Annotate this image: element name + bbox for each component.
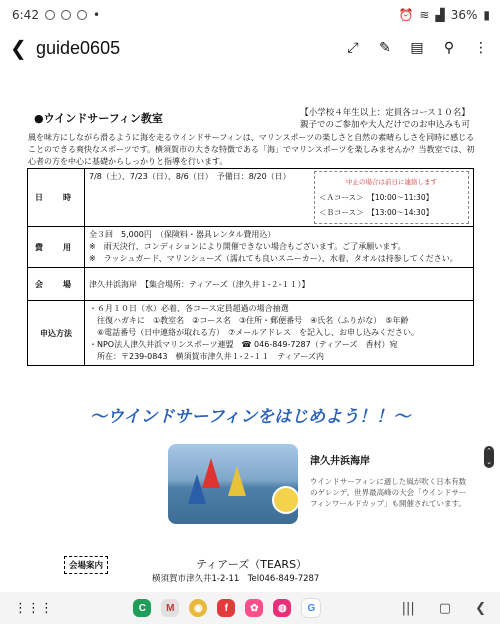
- back-icon[interactable]: ❮: [10, 36, 27, 60]
- apply-line: 所在：〒239-0843 横須賀市津久井１-２-１１ ティアーズ内: [89, 352, 325, 361]
- table-row: [28, 227, 474, 268]
- chrome-app-icon[interactable]: ◉: [189, 599, 207, 617]
- apply-line: ・６月１０日（水）必着、各コース定員超過の場合抽選: [89, 304, 289, 313]
- notification-icon: [45, 10, 55, 20]
- sail-shape: [228, 466, 246, 496]
- sync-icon: [61, 10, 71, 20]
- course-a: ＜Ａコース＞ 【10:00～11:30】: [319, 193, 434, 202]
- apply-cell: [85, 301, 474, 366]
- date-cell: [85, 169, 474, 227]
- navigation-bar: [0, 592, 500, 624]
- status-bar: [0, 0, 500, 30]
- flipboard-app-icon[interactable]: f: [217, 599, 235, 617]
- info-table: [27, 168, 474, 366]
- battery-level: 36%: [450, 8, 478, 22]
- table-row: [28, 268, 474, 301]
- eligibility-line: 【小学校４年生以上：定員各コース１０名】: [300, 108, 470, 118]
- beach-description: ウインドサーフィンに適した風が吹く日本有数のゲレンデ。世界最高峰の大会「ウインドサーフィンワールドカップ」も開催されています。: [310, 477, 467, 508]
- banner-heading: ～ウインドサーフィンをはじめよう！！～: [89, 407, 411, 427]
- date-value: 7/8（土）、7/23（日）、8/6（日） 予備日：8/20（日）: [89, 172, 291, 181]
- sail-shape: [188, 474, 206, 504]
- document-title: guide0605: [36, 37, 121, 58]
- flower-app-icon[interactable]: ✿: [245, 599, 263, 617]
- beach-title: 津久井浜海岸: [310, 456, 370, 467]
- apply-label: 申込方法: [28, 301, 85, 366]
- alarm-icon: ⏰: [398, 8, 414, 22]
- signal-icon: ▟: [435, 8, 445, 22]
- eligibility-subline: 親子でのご参加や大人だけでのお申込みも可: [299, 120, 470, 130]
- venue-guide-label: 会場案内: [64, 556, 108, 574]
- apply-line: ・NPO法人津久井浜マリンスポーツ連盟 ☎ 046-849-7287（ティアーズ 香村）宛: [89, 340, 398, 349]
- search-icon[interactable]: ⚲: [443, 40, 455, 56]
- wifi-icon: ≋: [419, 8, 430, 22]
- google-app-icon[interactable]: G: [301, 598, 321, 618]
- course-b: ＜Ｂコース＞ 【13:00～14:30】: [319, 208, 434, 217]
- battery-icon: ▮: [483, 8, 490, 22]
- venue-label: 会 場: [28, 268, 85, 301]
- windsurf-logo-icon: [272, 486, 300, 514]
- expand-icon[interactable]: ⤢: [347, 40, 359, 56]
- back-nav-icon[interactable]: ❮: [475, 600, 486, 616]
- fee-line: 全３回 5,000円 （保険料・器具レンタル費用込）: [89, 230, 276, 239]
- intro-text: 風を味方にしながら滑るように海を走るウインドサーフィンは、マリンスポーツの楽しさと自然の素晴らしさを同時に感じることのできる爽快なスポーツです。横須賀市の大きな特徴である「海」でマリンスポーツを楽しみませんか？当教室では、初心者の方を中心に基礎からしっかりと指導を行います。: [28, 133, 475, 166]
- dot-icon: •: [92, 8, 101, 22]
- red-note: 中止の場合は前日に連絡します: [346, 178, 437, 186]
- app-bar: [0, 30, 500, 66]
- edit-icon[interactable]: ✎: [379, 40, 391, 56]
- apply-line: 往復ハガキに ①教室名 ②コース名 ③住所・郵便番号 ④氏名（ふりがな） ⑤年齢: [89, 316, 409, 325]
- fee-label: 費 用: [28, 227, 85, 268]
- fee-line: ※ 雨天決行、コンディションにより開催できない場合もございます。ご了承願います。: [89, 242, 406, 251]
- eligibility-note: [300, 107, 470, 131]
- venue-address: 横須賀市津久井1-2-11 Tel046-849-7287: [152, 574, 320, 584]
- course-box: [314, 171, 469, 224]
- venue-name: ティアーズ（TEARS）: [196, 558, 308, 571]
- apply-line: ⑥電話番号（日中連絡が取れる方） ⑦メールアドレス を記入し、お申し込みください。: [89, 328, 419, 337]
- more-icon[interactable]: ⋮: [474, 40, 488, 56]
- gallery-app-icon[interactable]: ◍: [273, 599, 291, 617]
- reader-icon[interactable]: ▤: [410, 40, 424, 56]
- table-row: [28, 169, 474, 227]
- clock: 6:42: [12, 8, 39, 22]
- venue-value: 津久井浜海岸 【集合場所：ティアーズ（津久井１-２-１１）】: [85, 268, 474, 301]
- table-row: [28, 301, 474, 366]
- fee-cell: [85, 227, 474, 268]
- scroll-handle[interactable]: ⌃ ⌄: [484, 446, 494, 468]
- mail-app-icon[interactable]: M: [161, 599, 179, 617]
- phone-app-icon[interactable]: C: [133, 599, 151, 617]
- shield-icon: [77, 10, 87, 20]
- section-title: ●ウインドサーフィン教室: [34, 112, 163, 125]
- app-drawer-icon[interactable]: ⋮⋮⋮: [14, 600, 53, 616]
- recents-icon[interactable]: |||: [401, 600, 415, 616]
- date-label: 日 時: [28, 169, 85, 227]
- fee-line: ※ ラッシュガード、マリンシューズ（濡れても良いスニーカー）、水着、タオルは持参してください。: [89, 254, 458, 263]
- home-icon[interactable]: ▢: [438, 600, 452, 616]
